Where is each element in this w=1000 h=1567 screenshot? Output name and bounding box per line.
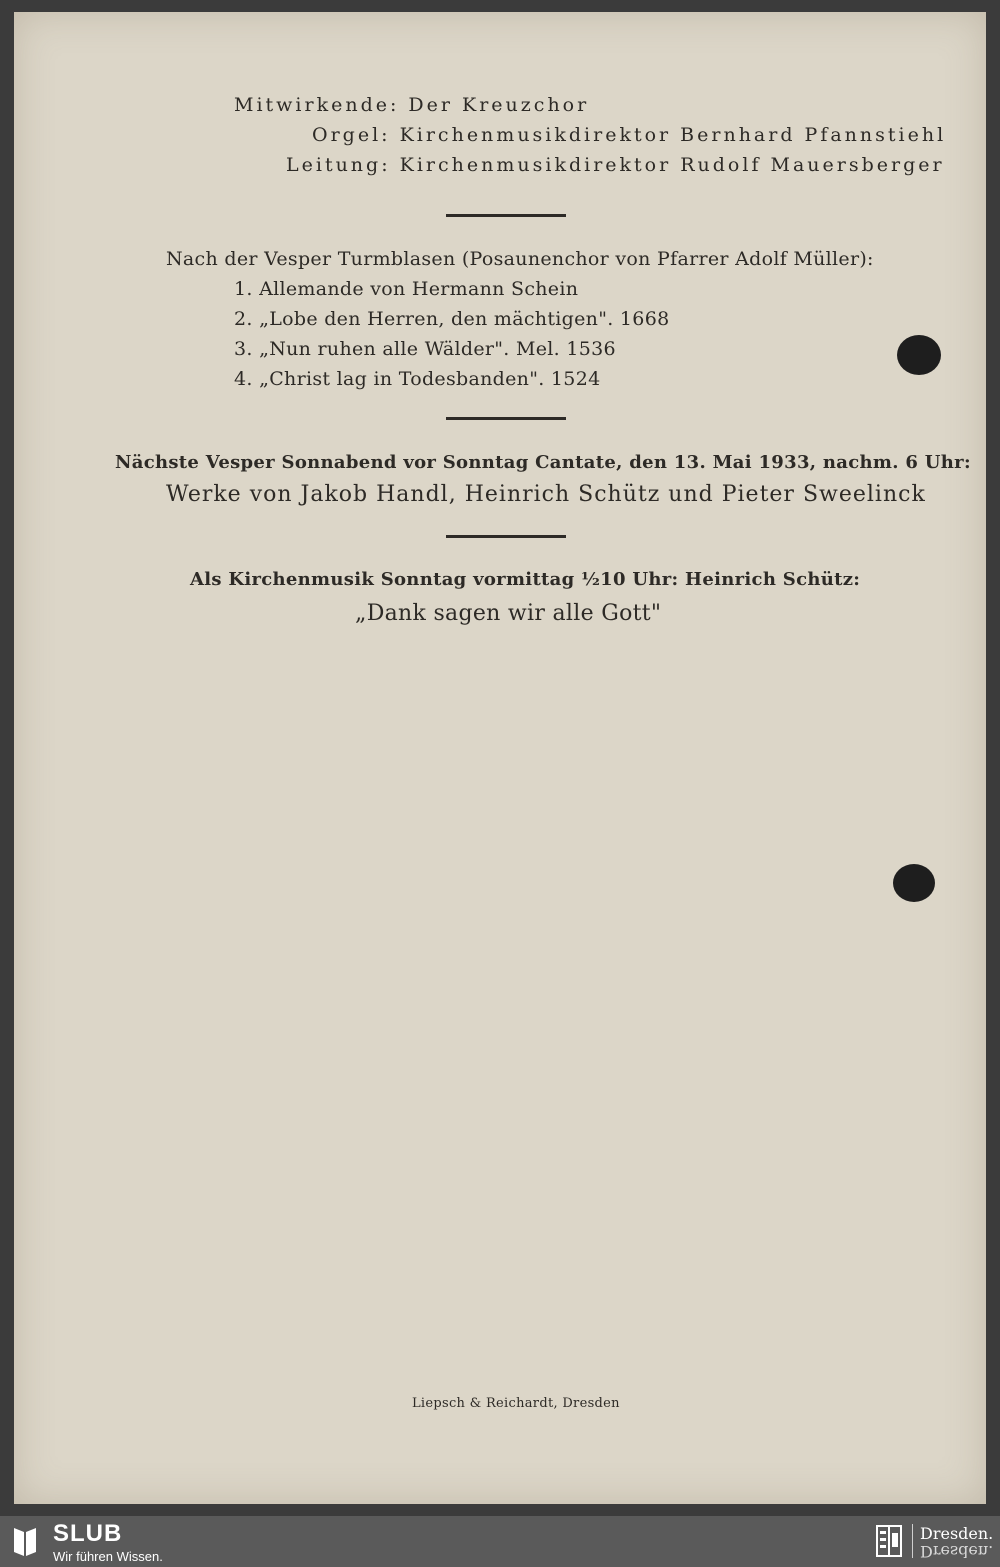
tower-heading: Nach der Vesper Turmblasen (Posaunenchor von Pfarrer Adolf Müller): — [166, 248, 874, 270]
next-vesper-works: Werke von Jakob Handl, Heinrich Schütz und Pieter Sweelinck — [166, 482, 926, 507]
tower-item: 3. „Nun ruhen alle Wälder". Mel. 1536 — [234, 338, 616, 360]
city-name[interactable]: Dresden. — [920, 1524, 994, 1543]
punch-hole — [897, 335, 941, 375]
tower-item: 4. „Christ lag in Todesbanden". 1524 — [234, 368, 601, 390]
tower-item: 1. Allemande von Hermann Schein — [234, 278, 579, 300]
divider-rule — [446, 214, 566, 217]
brand-tagline: Wir führen Wissen. — [53, 1549, 163, 1564]
participants-line-organ: Orgel: Kirchenmusikdirektor Bernhard Pfannstiehl — [312, 124, 947, 146]
printer-imprint: Liepsch & Reichardt, Dresden — [412, 1396, 620, 1411]
participants-line-choir: Mitwirkende: Der Kreuzchor — [234, 94, 590, 116]
footer-bar — [0, 1516, 1000, 1567]
divider-rule — [446, 535, 566, 538]
church-music-title: „Dank sagen wir alle Gott" — [355, 601, 662, 626]
next-vesper-date: Nächste Vesper Sonnabend vor Sonntag Cantate, den 13. Mai 1933, nachm. 6 Uhr: — [115, 452, 971, 473]
church-music-heading: Als Kirchenmusik Sonntag vormittag ½10 Uhr: Heinrich Schütz: — [190, 569, 861, 590]
document-page — [14, 12, 986, 1504]
tower-item: 2. „Lobe den Herren, den mächtigen". 1668 — [234, 308, 670, 330]
punch-hole — [893, 864, 935, 902]
city-name-reflection: Dresden. — [920, 1542, 994, 1561]
divider-rule — [446, 417, 566, 420]
book-icon — [12, 1524, 38, 1558]
city-crest-icon — [876, 1525, 902, 1557]
brand-name: SLUB — [53, 1520, 123, 1547]
participants-line-conductor: Leitung: Kirchenmusikdirektor Rudolf Mauersberger — [286, 154, 945, 176]
footer-divider — [912, 1524, 913, 1558]
